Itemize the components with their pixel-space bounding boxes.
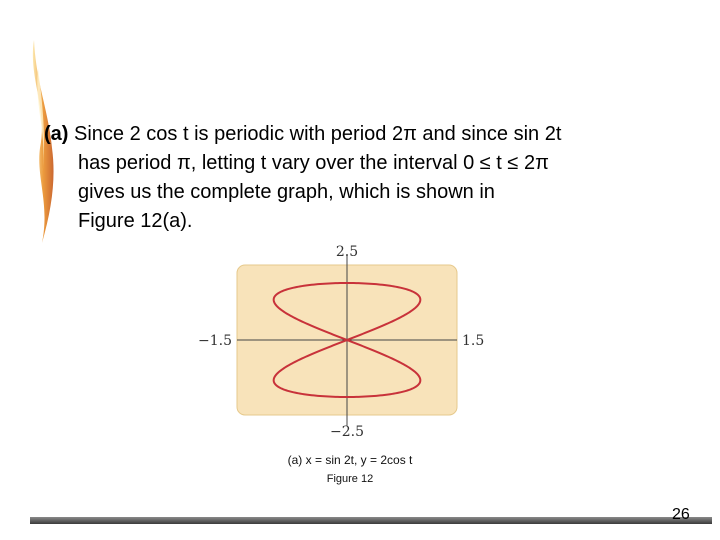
tick-label-y-min: −2.5 [330,424,364,440]
tick-label-x-max: 1.5 [462,333,485,349]
body-text [44,120,684,236]
tick-label-y-max: 2.5 [335,244,359,260]
text-line-2: has period π, letting t vary over the interval 0 ≤ t ≤ 2π [78,152,549,174]
tick-label-x-min: −1.5 [198,333,232,349]
text-line-1-rest: Since 2 cos t is periodic with period 2π and since sin 2t [68,123,562,145]
page-number: 26 [672,506,690,523]
parametric-chart [190,236,500,446]
figure-caption: (a) x = sin 2t, y = 2cos t [287,453,413,467]
figure-label: Figure 12 [326,473,374,485]
text-line-1 [44,120,684,149]
part-label: (a) [44,123,69,145]
text-line-4: Figure 12(a). [78,210,193,232]
text-line-3: gives us the complete graph, which is shown in [78,181,495,203]
footer-bar [30,517,712,524]
